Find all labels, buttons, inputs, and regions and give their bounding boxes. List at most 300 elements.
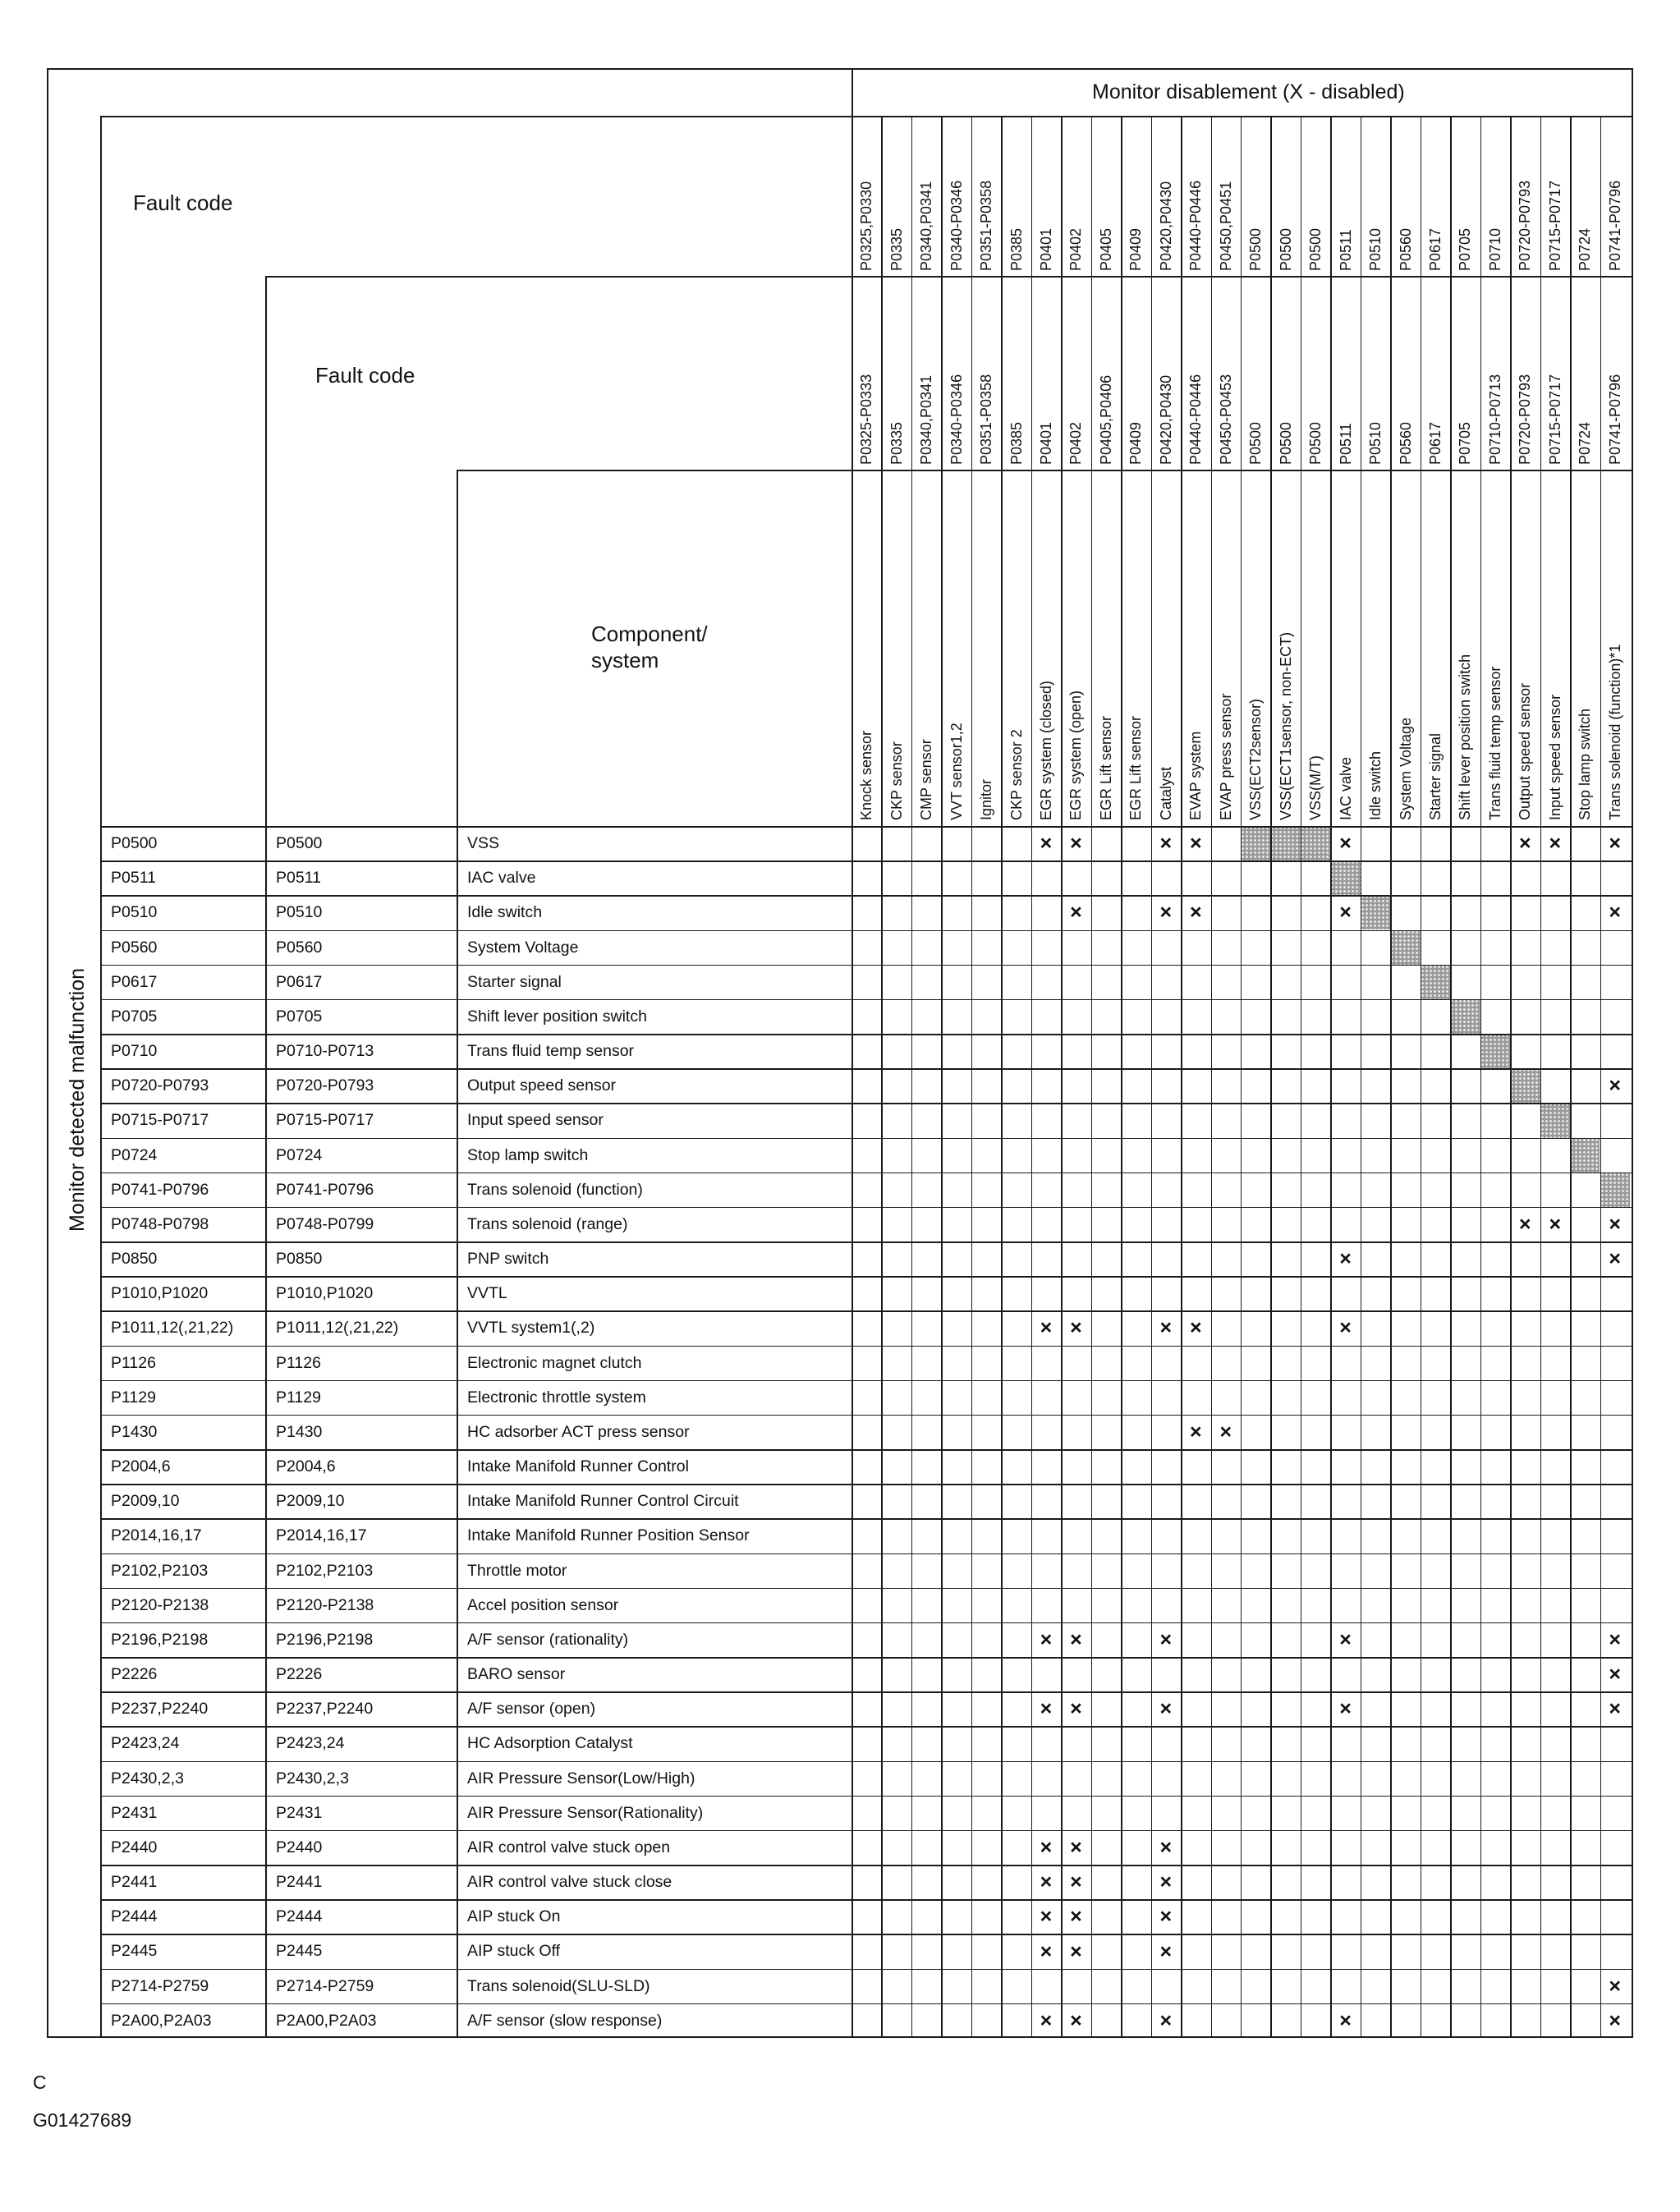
row-fault-code: P0720-P0793 (111, 1076, 209, 1095)
column-line (1421, 116, 1422, 2036)
row-component-name: Input speed sensor (467, 1111, 604, 1130)
row-fault-code: P2A00,P2A03 (111, 2011, 212, 2030)
row-line (100, 1103, 1632, 1104)
row-fault-code-detail: P0720-P0793 (276, 1076, 374, 1095)
column-code-primary: P0741-P0796 (1606, 180, 1623, 271)
column-code-secondary: P0402 (1067, 421, 1085, 465)
column-code-secondary: P0715-P0717 (1546, 374, 1563, 465)
row-line (100, 999, 1632, 1001)
disabled-x-mark: × (1219, 1420, 1232, 1443)
row-component-name: VSS (467, 834, 500, 852)
row-component-name: Trans solenoid(SLU-SLD) (467, 1976, 650, 1995)
disabled-x-mark: × (1070, 1627, 1082, 1651)
disabled-x-mark: × (1070, 1836, 1082, 1859)
self-cell-shade (1480, 1034, 1510, 1068)
column-component-label: EVAP system (1187, 731, 1205, 820)
row-fault-code: P2445 (111, 1942, 158, 1961)
self-cell-shade (1390, 930, 1420, 965)
fault-code-inner-label: Fault code (315, 363, 415, 388)
row-line (100, 1934, 1632, 1935)
row-fault-code-detail: P0705 (276, 1007, 323, 1026)
row-fault-code-detail: P0710-P0713 (276, 1042, 374, 1061)
row-fault-code: P2120-P2138 (111, 1595, 209, 1614)
column-code-primary: P0450,P0451 (1217, 181, 1234, 271)
column-component-label: Trans fluid temp sensor (1486, 666, 1503, 820)
row-fault-code-detail: P0724 (276, 1145, 323, 1164)
disabled-x-mark: × (1040, 2008, 1053, 2032)
column-code-primary: P0335 (888, 227, 905, 271)
row-fault-code-detail: P2430,2,3 (276, 1769, 349, 1787)
column-line (100, 116, 102, 2036)
row-component-name: Electronic magnet clutch (467, 1353, 642, 1372)
row-line (100, 1518, 1632, 1520)
disabled-x-mark: × (1159, 1836, 1173, 1859)
disabled-x-mark: × (1609, 1074, 1622, 1098)
column-code-primary: P0340-P0346 (948, 180, 965, 271)
disabled-x-mark: × (1609, 1663, 1622, 1687)
row-line (100, 1449, 1632, 1451)
column-code-secondary: P0325-P0333 (858, 374, 875, 465)
footer-letter: C (33, 2072, 47, 2093)
grid-left-line (851, 68, 853, 2036)
row-fault-code: P0511 (111, 869, 156, 888)
row-fault-code-detail: P2102,P2103 (276, 1561, 374, 1580)
column-component-label: Shift lever position switch (1457, 654, 1474, 820)
row-line (100, 1484, 1632, 1485)
column-code-primary: P0560 (1397, 227, 1414, 271)
column-line (941, 116, 943, 2036)
disabled-x-mark: × (1159, 1697, 1173, 1721)
column-code-primary: P0511 (1337, 229, 1354, 271)
column-line (1061, 116, 1063, 2036)
figure-id: G01427689 (33, 2109, 132, 2131)
row-line (100, 1622, 1632, 1624)
row-line (100, 1830, 1632, 1832)
row-fault-code-detail: P0850 (276, 1250, 323, 1269)
row-line (100, 1796, 1632, 1797)
column-line (1211, 116, 1213, 2036)
column-component-label: System Voltage (1397, 717, 1414, 820)
disabled-x-mark: × (1609, 832, 1622, 856)
column-code-primary: P0724 (1577, 227, 1594, 271)
row-component-name: AIP stuck Off (467, 1942, 561, 1961)
row-component-name: Idle switch (467, 903, 543, 922)
column-line (1151, 116, 1153, 2036)
row-component-name: A/F sensor (rationality) (467, 1630, 629, 1649)
row-component-name: Intake Manifold Runner Position Sensor (467, 1526, 750, 1545)
column-code-primary: P0385 (1008, 227, 1025, 271)
column-code-primary: P0351-P0358 (978, 180, 995, 271)
row-component-name: VVTL (467, 1284, 507, 1303)
table-border-top (47, 68, 1632, 70)
disabled-x-mark: × (1609, 1247, 1622, 1271)
table-border-right (1632, 68, 1633, 2038)
row-line (100, 965, 1632, 966)
column-component-label: Idle switch (1367, 750, 1384, 820)
row-component-name: System Voltage (467, 938, 579, 957)
self-cell-shade (1421, 965, 1450, 999)
row-line (100, 1276, 1632, 1278)
column-component-label: CKP sensor 2 (1008, 729, 1025, 820)
disabled-x-mark: × (1070, 1905, 1082, 1929)
row-line (100, 1726, 1632, 1728)
disabled-x-mark: × (1159, 1939, 1173, 1963)
row-line (100, 1173, 1632, 1174)
disabled-x-mark: × (1040, 1697, 1053, 1721)
disabled-x-mark: × (1159, 1905, 1173, 1929)
row-component-name: AIR control valve stuck close (467, 1873, 672, 1892)
row-component-name: HC Adsorption Catalyst (467, 1734, 633, 1753)
row-line (100, 1346, 1632, 1347)
row-fault-code-detail: P0560 (276, 938, 323, 957)
disabled-x-mark: × (1549, 1212, 1562, 1236)
disabled-x-mark: × (1339, 2008, 1352, 2032)
disabled-x-mark: × (1070, 2008, 1082, 2032)
self-cell-shade (1301, 826, 1330, 860)
column-code-secondary: P0741-P0796 (1606, 374, 1623, 465)
disabled-x-mark: × (1609, 2008, 1622, 2032)
self-cell-shade (1330, 860, 1360, 895)
row-fault-code: P2196,P2198 (111, 1630, 209, 1649)
disabled-x-mark: × (1040, 1905, 1053, 1929)
column-code-secondary: P0705 (1457, 421, 1474, 465)
column-component-label: VSS(ECT1sensor, non-ECT) (1277, 631, 1294, 820)
row-fault-code-detail: P2014,16,17 (276, 1526, 367, 1545)
column-component-label: Stop lamp switch (1577, 708, 1594, 820)
column-code-primary: P0420,P0430 (1157, 181, 1174, 271)
row-fault-code: P1129 (111, 1388, 156, 1407)
row-component-name: Intake Manifold Runner Control Circuit (467, 1492, 739, 1511)
row-fault-code: P2431 (111, 1803, 158, 1822)
row-line (100, 1899, 1632, 1901)
row-component-name: Accel position sensor (467, 1595, 619, 1614)
column-code-secondary: P0511 (1337, 423, 1354, 465)
row-fault-code-detail: P2444 (276, 1907, 323, 1926)
column-code-secondary: P0420,P0430 (1157, 374, 1174, 465)
row-line (100, 930, 1632, 932)
row-line (100, 2003, 1632, 2005)
row-fault-code-detail: P1126 (276, 1353, 321, 1372)
column-code-secondary: P0401 (1037, 421, 1054, 465)
column-line (1390, 116, 1392, 2036)
row-fault-code: P0705 (111, 1007, 158, 1026)
row-line (100, 1691, 1632, 1693)
column-component-label: EGR Lift sensor (1127, 715, 1145, 820)
row-fault-code: P1010,P1020 (111, 1284, 209, 1303)
column-line (1001, 116, 1003, 2036)
disabled-x-mark: × (1339, 832, 1352, 856)
disabled-x-mark: × (1040, 1939, 1053, 1963)
column-component-label: Knock sensor (858, 730, 875, 820)
column-code-secondary: P0724 (1577, 421, 1594, 465)
disabled-x-mark: × (1040, 832, 1053, 856)
row-fault-code: P2102,P2103 (111, 1561, 209, 1580)
column-code-primary: P0402 (1067, 227, 1085, 271)
column-component-label: EGR Lift sensor (1097, 715, 1114, 820)
row-component-name: Throttle motor (467, 1561, 567, 1580)
column-component-label: VSS(M/T) (1307, 755, 1324, 820)
row-component-name: Trans solenoid (function) (467, 1180, 643, 1199)
column-code-secondary: P0385 (1008, 421, 1025, 465)
disabled-x-mark: × (1519, 1212, 1531, 1236)
row-fault-code-detail: P2226 (276, 1665, 323, 1684)
row-component-name: AIR Pressure Sensor(Low/High) (467, 1769, 695, 1787)
column-line (1480, 116, 1482, 2036)
row-line (100, 1969, 1632, 1971)
row-fault-code: P0715-P0717 (111, 1111, 209, 1130)
component-system-label: Component/ system (591, 622, 708, 672)
disabled-x-mark: × (1040, 1836, 1053, 1859)
column-code-secondary: P0500 (1247, 421, 1265, 465)
row-component-name: Electronic throttle system (467, 1388, 646, 1407)
disabled-x-mark: × (1339, 1627, 1352, 1651)
column-code-primary: P0500 (1247, 227, 1265, 271)
row-fault-code: P2430,2,3 (111, 1769, 184, 1787)
disabled-x-mark: × (1609, 1974, 1622, 1998)
disabled-x-mark: × (1070, 901, 1082, 925)
self-cell-shade (1540, 1103, 1570, 1137)
row-fault-code-detail: P0741-P0796 (276, 1180, 374, 1199)
self-cell-shade (1600, 1173, 1630, 1207)
row-fault-code: P2226 (111, 1665, 158, 1684)
disabled-x-mark: × (1070, 1939, 1082, 1963)
row-fault-code: P2004,6 (111, 1457, 171, 1476)
row-fault-code: P0617 (111, 972, 158, 991)
row-component-name: VVTL system1(,2) (467, 1319, 595, 1338)
row-fault-code: P0500 (111, 834, 158, 852)
row-component-name: AIR Pressure Sensor(Rationality) (467, 1803, 704, 1822)
row-fault-code-detail: P0500 (276, 834, 323, 852)
column-code-secondary: P0335 (888, 421, 905, 465)
disabled-x-mark: × (1070, 1697, 1082, 1721)
column-code-secondary: P0405,P0406 (1097, 374, 1114, 465)
column-line (1301, 116, 1302, 2036)
row-component-name: Trans solenoid (range) (467, 1214, 628, 1233)
disabled-x-mark: × (1040, 1316, 1053, 1340)
column-component-label: Starter signal (1426, 732, 1444, 820)
row-component-name: Shift lever position switch (467, 1007, 647, 1026)
row-fault-code-detail: P2431 (276, 1803, 323, 1822)
row-fault-code-detail: P1011,12(,21,22) (276, 1319, 399, 1338)
row-fault-code-detail: P2441 (276, 1873, 323, 1892)
row-fault-code-detail: P0510 (276, 903, 323, 922)
row-component-name: IAC valve (467, 869, 536, 888)
disabled-x-mark: × (1070, 1870, 1082, 1894)
column-line (1270, 116, 1272, 2036)
row-fault-code: P1011,12(,21,22) (111, 1319, 234, 1338)
row-component-name: HC adsorber ACT press sensor (467, 1422, 690, 1441)
row-line (100, 1553, 1632, 1555)
table-border-bottom (47, 2036, 1632, 2038)
row-fault-code-detail: P2237,P2240 (276, 1700, 374, 1719)
column-line (1091, 116, 1093, 2036)
column-code-secondary: P0340-P0346 (948, 374, 965, 465)
row-fault-code: P2441 (111, 1873, 158, 1892)
header-divider-line (100, 116, 851, 117)
row-fault-code: P0748-P0798 (111, 1214, 209, 1233)
row-line (100, 1588, 1632, 1590)
self-cell-shade (1570, 1138, 1600, 1173)
column-line (1361, 116, 1362, 2036)
column-component-label: Trans solenoid (function)*1 (1606, 644, 1623, 820)
row-fault-code-detail: P2714-P2759 (276, 1976, 374, 1995)
row-line (100, 1865, 1632, 1866)
row-fault-code-detail: P1010,P1020 (276, 1284, 374, 1303)
row-fault-code-detail: P2A00,P2A03 (276, 2011, 377, 2030)
column-code-secondary: P0340,P0341 (918, 374, 935, 465)
column-code-primary: P0440-P0446 (1187, 180, 1205, 271)
row-fault-code-detail: P2423,24 (276, 1734, 345, 1753)
column-code-primary: P0705 (1457, 227, 1474, 271)
disabled-x-mark: × (1040, 1627, 1053, 1651)
self-cell-shade (1241, 826, 1270, 860)
disabled-x-mark: × (1609, 1212, 1622, 1236)
column-code-secondary: P0510 (1367, 421, 1384, 465)
row-line (100, 1241, 1632, 1243)
disabled-x-mark: × (1159, 832, 1173, 856)
column-code-primary: P0409 (1127, 227, 1145, 271)
disabled-x-mark: × (1339, 901, 1352, 925)
column-code-secondary: P0710-P0713 (1486, 374, 1503, 465)
row-component-name: A/F sensor (open) (467, 1700, 596, 1719)
column-code-primary: P0405 (1097, 227, 1114, 271)
row-fault-code: P2009,10 (111, 1492, 180, 1511)
row-line (100, 1657, 1632, 1659)
row-component-name: Stop lamp switch (467, 1145, 589, 1164)
column-code-primary: P0715-P0717 (1546, 180, 1563, 271)
disabled-x-mark: × (1159, 2008, 1173, 2032)
column-code-secondary: P0351-P0358 (978, 374, 995, 465)
column-code-primary: P0500 (1277, 227, 1294, 271)
column-line (911, 116, 913, 2036)
row-fault-code-detail: P0715-P0717 (276, 1111, 374, 1130)
column-component-label: EVAP press sensor (1217, 693, 1234, 820)
row-fault-code: P0850 (111, 1250, 158, 1269)
disabled-x-mark: × (1189, 1316, 1202, 1340)
column-code-secondary: P0450-P0453 (1217, 374, 1234, 465)
row-fault-code-detail: P2004,6 (276, 1457, 336, 1476)
row-fault-code: P2423,24 (111, 1734, 180, 1753)
column-component-label: VVT sensor1,2 (948, 723, 965, 820)
row-component-name: A/F sensor (slow response) (467, 2011, 663, 2030)
row-fault-code: P2714-P2759 (111, 1976, 209, 1995)
row-fault-code: P0710 (111, 1042, 158, 1061)
row-line (100, 895, 1632, 897)
disabled-x-mark: × (1189, 832, 1202, 856)
fault-code-outer-label: Fault code (133, 190, 233, 215)
column-code-secondary: P0720-P0793 (1517, 374, 1534, 465)
disabled-x-mark: × (1339, 1697, 1352, 1721)
column-code-secondary: P0560 (1397, 421, 1414, 465)
row-fault-code: P0741-P0796 (111, 1180, 209, 1199)
column-code-primary: P0720-P0793 (1517, 180, 1534, 271)
disabled-x-mark: × (1609, 901, 1622, 925)
disabled-x-mark: × (1519, 832, 1531, 856)
column-component-label: Ignitor (978, 778, 995, 820)
column-code-secondary: P0409 (1127, 421, 1145, 465)
disabled-x-mark: × (1159, 1316, 1173, 1340)
disabled-x-mark: × (1159, 1627, 1173, 1651)
disabled-x-mark: × (1070, 832, 1082, 856)
disabled-x-mark: × (1070, 1316, 1082, 1340)
column-line (1510, 116, 1512, 2036)
monitor-detected-malfunction-label: Monitor detected malfunction (66, 967, 89, 1232)
row-fault-code: P2444 (111, 1907, 158, 1926)
column-component-label: Input speed sensor (1546, 694, 1563, 820)
column-line (1450, 116, 1452, 2036)
row-line (100, 1207, 1632, 1209)
row-component-name: Output speed sensor (467, 1076, 617, 1095)
row-fault-code-detail: P0511 (276, 869, 321, 888)
column-component-label: Catalyst (1157, 766, 1174, 820)
row-line (100, 1034, 1632, 1035)
column-component-label: EGR system (closed) (1037, 680, 1054, 820)
header-divider-line (265, 276, 1632, 278)
row-fault-code-detail: P2445 (276, 1942, 323, 1961)
column-line (1241, 116, 1242, 2036)
row-line (100, 860, 1632, 862)
column-code-secondary: P0440-P0446 (1187, 374, 1205, 465)
column-line (881, 116, 883, 2036)
row-fault-code-detail: P1430 (276, 1422, 323, 1441)
row-fault-code: P2440 (111, 1838, 158, 1856)
column-component-label: Output speed sensor (1517, 682, 1534, 820)
row-fault-code: P0560 (111, 938, 158, 957)
row-line (100, 1761, 1632, 1763)
column-component-label: EGR system (open) (1067, 690, 1085, 820)
row-fault-code: P0510 (111, 903, 158, 922)
column-line (265, 276, 267, 2036)
row-component-name: PNP switch (467, 1250, 549, 1269)
disabled-x-mark: × (1189, 901, 1202, 925)
row-component-name: AIR control valve stuck open (467, 1838, 671, 1856)
column-line (457, 470, 458, 2036)
row-fault-code-detail: P0617 (276, 972, 323, 991)
disabled-x-mark: × (1609, 1627, 1622, 1651)
column-line (1570, 116, 1572, 2036)
column-line (971, 116, 973, 2036)
disabled-x-mark: × (1159, 1870, 1173, 1894)
row-component-name: Trans fluid temp sensor (467, 1042, 635, 1061)
column-code-primary: P0510 (1367, 227, 1384, 271)
column-code-secondary: P0617 (1426, 421, 1444, 465)
row-fault-code: P2237,P2240 (111, 1700, 209, 1719)
disabled-x-mark: × (1609, 1697, 1622, 1721)
column-line (1181, 116, 1182, 2036)
row-component-name: Intake Manifold Runner Control (467, 1457, 689, 1476)
row-line (100, 1310, 1632, 1312)
disabled-x-mark: × (1189, 1420, 1202, 1443)
column-component-label: CMP sensor (918, 739, 935, 820)
row-fault-code: P0724 (111, 1145, 158, 1164)
row-component-name: AIP stuck On (467, 1907, 561, 1926)
disabled-x-mark: × (1549, 832, 1562, 856)
row-line (100, 1415, 1632, 1416)
column-line (1540, 116, 1542, 2036)
row-fault-code-detail: P1129 (276, 1388, 321, 1407)
row-fault-code: P1126 (111, 1353, 156, 1372)
column-component-label: VSS(ECT2sensor) (1247, 698, 1265, 820)
header-divider-line (457, 470, 1632, 471)
disabled-x-mark: × (1339, 1247, 1352, 1271)
column-code-secondary: P0500 (1307, 421, 1324, 465)
disabled-x-mark: × (1040, 1870, 1053, 1894)
self-cell-shade (1510, 1068, 1540, 1103)
column-code-primary: P0325,P0330 (858, 181, 875, 271)
row-fault-code-detail: P2009,10 (276, 1492, 345, 1511)
row-line (100, 1068, 1632, 1070)
row-line (100, 1380, 1632, 1382)
